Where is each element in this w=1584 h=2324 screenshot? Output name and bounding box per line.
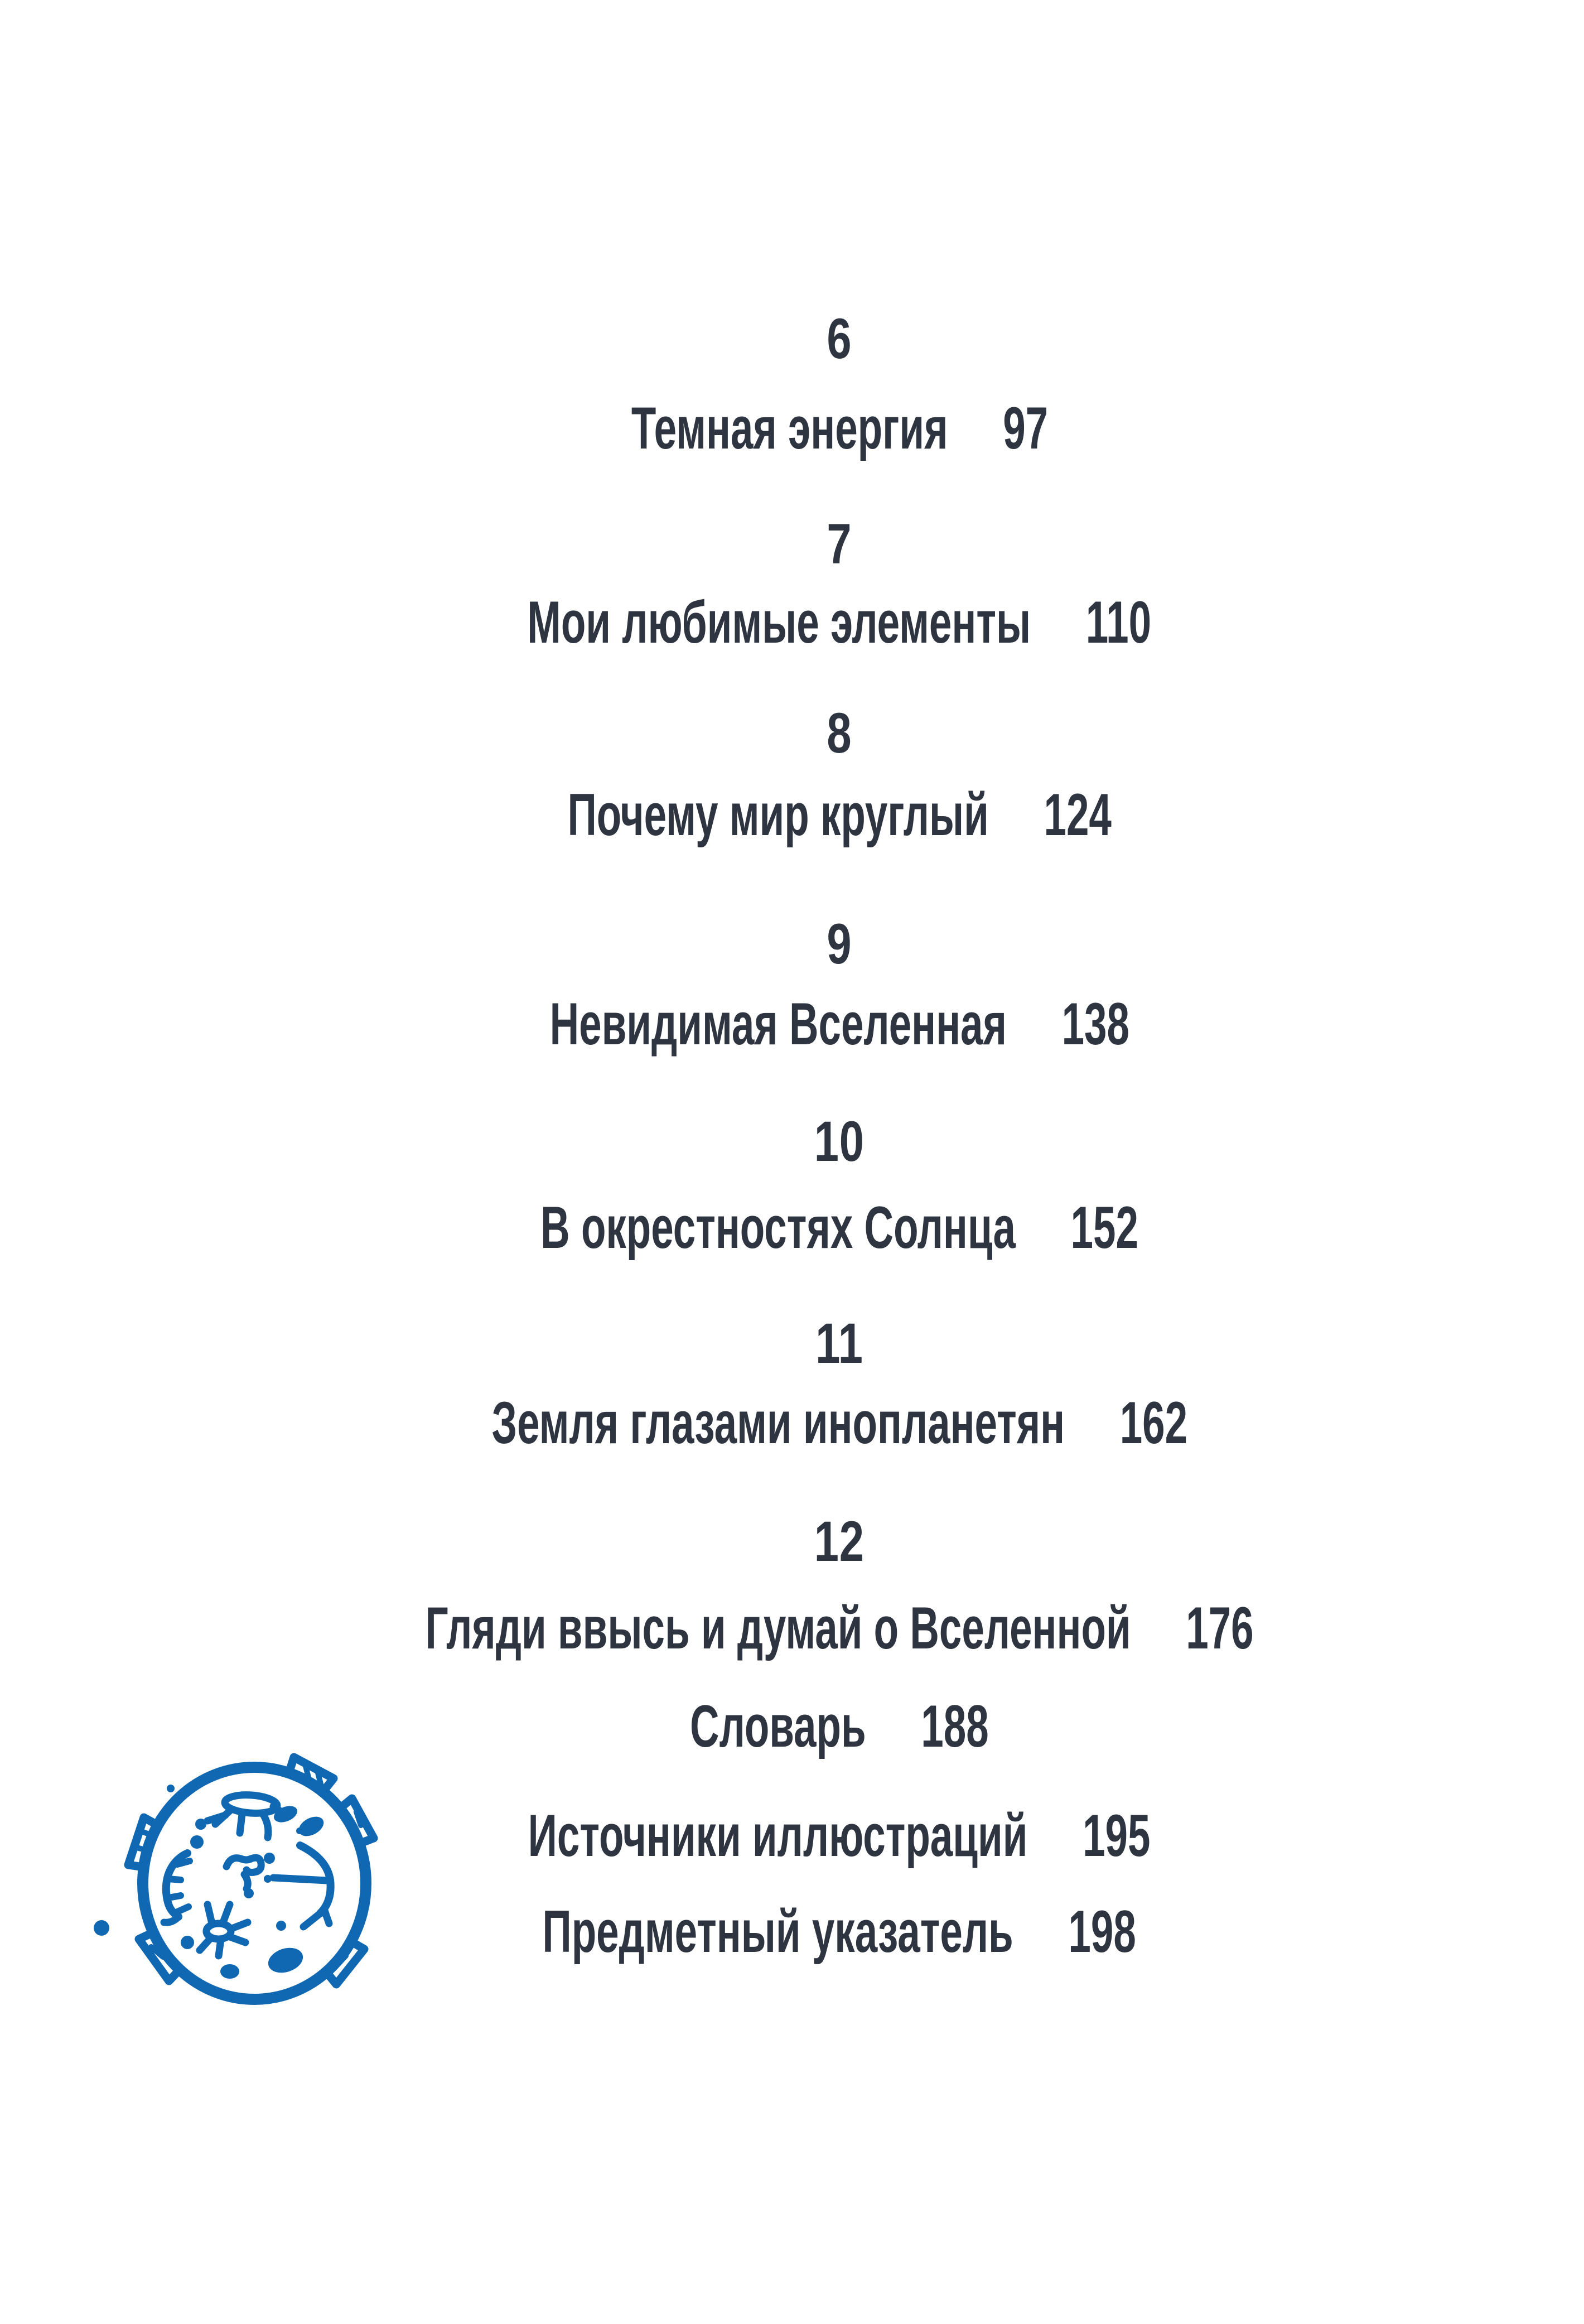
toc-entry xyxy=(95,990,1584,1057)
toc-entry xyxy=(95,781,1584,848)
section-title: Источники иллюстраций xyxy=(528,1802,1028,1869)
section-title: Словарь xyxy=(690,1693,866,1759)
chapter-number: 10 xyxy=(814,1110,865,1173)
page-number: 152 xyxy=(1070,1194,1138,1261)
chapter-number: 11 xyxy=(815,1312,863,1375)
chapter-title: Невидимая Вселенная xyxy=(549,990,1007,1057)
chapter-title: Почему мир круглый xyxy=(567,781,989,848)
page-number: 198 xyxy=(1068,1898,1137,1965)
chapter-number: 7 xyxy=(827,512,852,576)
page-number: 138 xyxy=(1061,990,1129,1057)
page-number: 195 xyxy=(1083,1802,1151,1869)
page-number: 162 xyxy=(1119,1389,1187,1456)
page-number: 124 xyxy=(1044,781,1112,848)
toc-entry xyxy=(95,394,1584,461)
section-title: Предметный указатель xyxy=(542,1898,1014,1965)
page-number: 97 xyxy=(1002,394,1048,461)
moon-doodle-icon xyxy=(84,1746,385,2025)
chapter-number: 6 xyxy=(827,307,852,370)
chapter-number: 12 xyxy=(814,1510,865,1573)
chapter-number: 9 xyxy=(827,912,852,976)
toc-entry xyxy=(95,591,1584,653)
chapter-title: В окрестностях Солнца xyxy=(540,1194,1016,1261)
toc-entry xyxy=(95,1594,1584,1661)
page-number: 188 xyxy=(921,1693,989,1759)
page-number: 110 xyxy=(1086,589,1152,655)
chapter-number: 8 xyxy=(827,701,852,765)
toc-entry xyxy=(95,1389,1584,1456)
chapter-title: Земля глазами инопланетян xyxy=(491,1389,1065,1456)
toc-entry xyxy=(95,1194,1584,1261)
chapter-title: Мои любимые элементы xyxy=(527,589,1031,655)
chapter-title: Гляди ввысь и думай о Вселенной xyxy=(425,1594,1131,1661)
chapter-title: Темная энергия xyxy=(631,394,948,461)
page-number: 176 xyxy=(1186,1594,1254,1661)
